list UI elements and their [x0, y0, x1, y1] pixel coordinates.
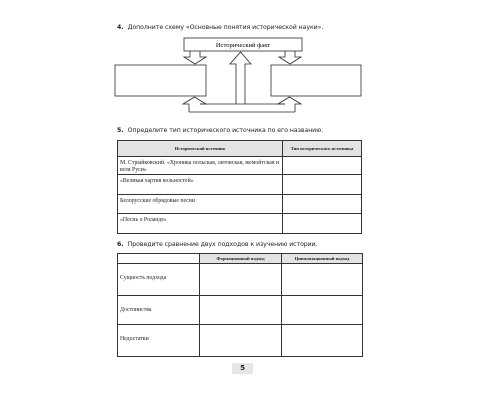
- answer-cell[interactable]: [200, 325, 282, 357]
- table-row: [118, 195, 362, 214]
- answer-cell[interactable]: [200, 264, 282, 296]
- page-number: 5: [232, 363, 253, 374]
- answer-cell[interactable]: [282, 264, 363, 296]
- answer-cell[interactable]: [283, 195, 362, 214]
- row-label: Сущность подхода: [118, 264, 200, 296]
- approach-comparison-table: [117, 253, 363, 357]
- column-header: Формационный подход: [200, 254, 282, 264]
- table-row: [118, 325, 363, 357]
- task-6-heading: [117, 241, 318, 248]
- task-5-number: 5.: [117, 127, 124, 134]
- source-cell: «Песнь о Роланде»: [118, 214, 283, 234]
- source-cell: Белорусские обрядовые песни: [118, 195, 283, 214]
- corner-header: [118, 254, 200, 264]
- table-row: [118, 175, 362, 195]
- column-header: Тип исторического источника: [283, 141, 362, 157]
- left-down-arrow: [184, 51, 206, 64]
- row-label: Недостатки: [118, 325, 200, 357]
- column-header: Цивилизационный подход: [282, 254, 363, 264]
- source-cell: М. Стрыйковский. «Хроника польская, литовская, жемойтская и всея Руси»: [118, 157, 283, 175]
- task-5-heading: [117, 127, 323, 134]
- table-header-row: [118, 254, 363, 264]
- table-row: [118, 264, 363, 296]
- task-6-text: Проведите сравнение двух подходов к изучению истории.: [127, 241, 318, 248]
- answer-cell[interactable]: [283, 175, 362, 195]
- answer-cell[interactable]: [282, 296, 363, 325]
- row-label: Достоинства: [118, 296, 200, 325]
- left-empty-box: [115, 65, 206, 96]
- right-empty-box: [271, 65, 361, 96]
- answer-cell[interactable]: [283, 214, 362, 234]
- task-5-text: Определите тип исторического источника по его названию.: [127, 127, 324, 134]
- column-header: Исторический источник: [118, 141, 283, 157]
- center-up-arrow: [230, 52, 251, 104]
- answer-cell[interactable]: [283, 157, 362, 175]
- task-4-text: Дополните схему «Основные понятия исторической науки».: [127, 24, 324, 31]
- table-row: [118, 214, 362, 234]
- top-box-label: Исторический факт: [215, 42, 271, 49]
- task-6-number: 6.: [117, 241, 124, 248]
- left-up-arrow: [183, 97, 206, 112]
- source-cell: «Великая хартия вольностей»: [118, 175, 283, 195]
- right-down-arrow: [279, 51, 301, 64]
- table-row: [118, 157, 362, 175]
- table-header-row: [118, 141, 362, 157]
- right-up-arrow: [278, 97, 301, 112]
- task-4-number: 4.: [117, 24, 124, 31]
- table-row: [118, 296, 363, 325]
- answer-cell[interactable]: [200, 296, 282, 325]
- source-type-table: [117, 140, 362, 234]
- answer-cell[interactable]: [282, 325, 363, 357]
